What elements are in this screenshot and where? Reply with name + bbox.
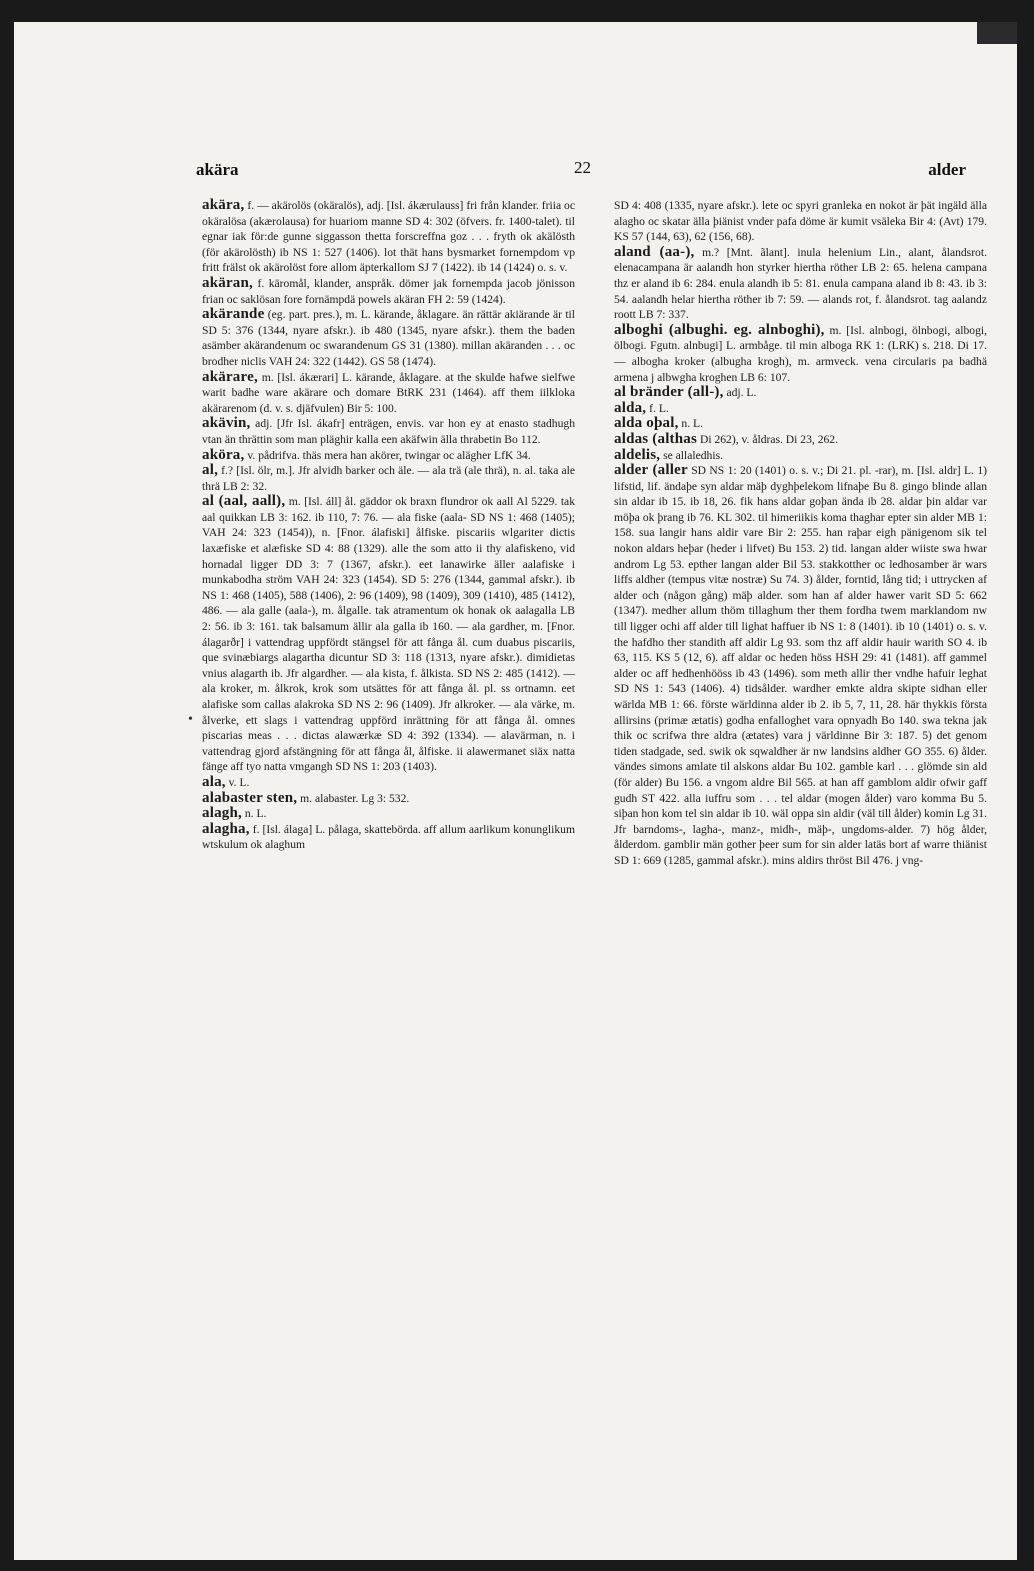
headword: akärare, — [202, 368, 258, 385]
headword: al (aal, aall), — [202, 493, 286, 510]
entry-body: f.? [Isl. ölr, m.]. Jfr alvidh barker och äle. — ala trä (ale thrä), n. al. taka ale thrä LB 2: 32. — [202, 464, 575, 493]
entry-body: SD NS 1: 20 (1401) o. s. v.; Di 21. pl. -rar), m. [Isl. aldr] L. 1) lifstid, lif. ändaþe syn aldar mäþ dyghþelekom lifnaþe Bu 8. gingo blinde allan sin aldar ib 15. ib 18, 26. fik hans aldar goþan ända ib 28. aldar þin aldar var möþa ok þrang ib 76. KL 302. til himeriikis koma thaghar epter sin alder MB 1: 158. sua langir hans aldir vare Bir 2: 255. han raþar eigh pänigenom sik tel nokon aldars heþar (heder i lifvet) Bu 153. 2) tid. langan alder wiiste swa hwar androm Lg 53. epther langan alder Bil 53. stakkotther oc ledhosamber är wars liffs aldher (tempus vitæ nostræ) Su 74. 3) ålder, forntid, lång tid; i uttrycken af alder och (någon gång) mäþ alder. som han af alder hawer varit SD 5: 662 (1347). medher allum thöm tillaghum ther them fordha twem marklandom nw till ligger ochi aff alder till lighat haffuer ib NS 1: 8 (1401). ib 10 (1401) o. s. v. the hafdho ther standith aff aldir Lg 93. som thz aff aldir hauir warith SO 4. ib 63, 115. KS 5 (12, 6). aff aldar oc heden höss HSH 29: 41 (1481). aff gammel alder oc aff hedhenhööss ib 43 (1496). som meth allir ther vndhe hafuir leghat SD NS 1: 543 (1406). 4) tidsålder. wardher emkte aldra skipte sidhan eller wärlda MB 1: 66. förste wärldinna alder ib 2. ib 5, 7, 11, 28. här thykkis första allirsins (primæ ætatis) godha enfalloghet vara opnyadh Bo 140. swa tekna jak thik oc scrifwa thre aldra (ætates) vara j världinne Bir 3: 187. 5) det genom tiden stadgade, sed. swik ok sqwaldher är nw landsins aldher GO 355. 6) ålder. vändes simons amlate til alskons aldar Bu 102. gamble karl . . . glömde sin ald (för alder) Bu 156. a vngom aldre Bil 565. at han aff gamblom aldir ofwir gaff gudh ST 422. alla iuffru som . . . tel aldar (mogen ålder) varo komma Bu 5. siþan hon kom tel sin aldar ib 10. wäl oppa sin aldir (väl till ålder) komin Lg 31. Jfr barndoms-, lagha-, manz-, midh-, mäþ-, ungdoms-alder. 7) hög ålder, ålderdom. gamblir män gother þeer sum for sin alder latäs bort af warre thiänist SD 1: 669 (1285, gammal afskr.). mins aldirs thröst Bil 476. j vng- — [614, 464, 987, 867]
entry-body: m. [Isl. áll] ål. gäddor ok braxn flundror ok aall Al 5229. tak aal quikkan LB 3: 162. ib 110, 7: 76. — ala fiske (aala- SD NS 1: 468 (1405); VAH 24: 323 (1454)), n. [Fnor. álafiski] ålfiske. piscariis wlgariter dictis laxæfiske et alæfiske SD 4: 88 (1329). alle the som atto ii thy alafiskeno, vid hornadal ligger DD 3: 7 (1367, afskr.). eet lanawirke äller aalafiske i munkabodha ström VAH 24: 323 (1454). SD 5: 276 (1344, gammal afskr.). ib NS 1: 468 (1405), 588 (1406), 2: 96 (1409), 98 (1409), 309 (1410), 485 (1412), 486. — ala galle (aala-), m. ålgalle. tak atramentum ok honak ok aalagalla LB 2: 56. ib 3: 161. tak balsamum ällir ala galla ib 160. — ala gardher, m. [Fnor. álagarðr] i vattendrag uppfördt stängsel för att fånga ål. cum duabus piscariis, que svinæbiargs alagartha dicuntur SD 3: 118 (1313, nyare afskr.). dimidietas vnius alagarth ib. Jfr algardher. — ala kista, f. ålkista. SD NS 2: 485 (1412). — ala kroker, m. ålkrok, krok som utsättes för att fånga ål. pl. ss ortnamn. eet alafiske som callas alakroka SD NS 2: 96 (1409). Jfr alkroker. — ala värke, m. ålverke, ett slags i vattendrag uppförd inrättning för att fånga ål. omnes piscarias meas . . . dictas alawærkæ SD 4: 392 (1334). — alavärman, n. i vattendrag gjord afstängning för att fånga ål, ålfiske. ii alawermanet siäx natta fänge aff tyo natta vmgangh SD NS 1: 203 (1403). — [202, 495, 575, 774]
entry — [614, 463, 987, 868]
entry-body: f. [Isl. álaga] L. pålaga, skattebörda. aff allum aarlikum konunglikum wtskulum ok alaghum — [202, 822, 575, 852]
entry — [202, 276, 575, 307]
entry — [202, 775, 575, 791]
entry — [202, 307, 575, 369]
entry — [614, 416, 987, 432]
entry-body: m. alabaster. Lg 3: 532. — [297, 791, 410, 805]
entry — [202, 448, 575, 464]
headword: al bränder (all-), — [614, 384, 724, 401]
entry — [614, 448, 987, 464]
headword: akäran, — [202, 274, 253, 291]
entry-body: m. [Isl. alnbogi, ölnbogi, albogi, ölbogi. Fgutn. alnbugi] L. armbåge. til min alboga RK 1: (LRK) s. 218. Di 17. — albogha kroker (albugha krogh), m. armveck. vena circularis pa badhä armena j albwgha kroghen LB 6: 107. — [614, 323, 988, 384]
entry-body: SD 4: 408 (1335, nyare afskr.). lete oc spyri granleka en nokot är þät ingäld älla alagho oc skatar älla þiänist vnder pafa döme är kumit vsäleka Bir 4: (Avt) 179. KS 57 (144, 63), 62 (156, 68). — [614, 199, 987, 244]
entry — [202, 822, 575, 853]
headword: akära, — [202, 197, 245, 213]
dictionary-page — [14, 22, 1017, 1560]
headword: alagh, — [202, 805, 242, 822]
entry-body: adj. L. — [723, 386, 757, 400]
page-number: 22 — [574, 158, 591, 177]
headword: aland (aa-), — [614, 243, 695, 260]
headword: akärande — [202, 306, 265, 323]
entry — [202, 791, 575, 807]
scan-corner — [977, 22, 1017, 44]
headword: al, — [202, 462, 219, 479]
entry — [202, 494, 575, 775]
headword: alagha, — [202, 820, 250, 837]
headword: alda oþal, — [614, 415, 679, 432]
headword: alder (aller — [614, 462, 688, 479]
headword: ala, — [202, 773, 226, 790]
left-column — [202, 198, 575, 853]
entry-body: se allaledhis. — [660, 448, 723, 462]
entry — [202, 370, 575, 417]
entry-body: f. — akärolös (okäralös), adj. [Isl. ákærulauss] fri från klander. friia oc okäralösa (akærolausa) for huariom manne SD 4: 302 (öfvers. fr. 1400-talet). til egnar iak för:de gunne siggasson thetta forscreffna goz . . . fryth ok akälösth (för akärolösth) ib NS 1: 527 (1406). lot thät hans bysmarket fornempdom vp fritt frälst ok akärolöst fore allom äpterkallom SJ 7 (1422). ib 14 (1424) o. s. v. — [202, 199, 575, 275]
entry — [202, 806, 575, 822]
margin-bullet: • — [188, 712, 193, 727]
entry — [614, 323, 987, 385]
entry-body: n. L. — [241, 807, 267, 821]
header-left-word: akära — [196, 160, 239, 179]
headword: alabaster sten, — [202, 789, 298, 806]
headword: aköra, — [202, 446, 245, 463]
entry — [614, 401, 987, 417]
entry-body: m. [Isl. ákærari] L. kärande, åklagare. at the skulde hafwe sielfwe warit badhe ware akärare och domare BtRK 231 (1464). aff them iilkloka akärarenom (d. v. s. djäfvulen) Bir 5: 100. — [202, 370, 575, 415]
entry-body: v. pådrifva. thäs mera han akörer, twingar oc alägher LfK 34. — [244, 448, 531, 462]
entry — [614, 198, 987, 245]
entry — [614, 245, 987, 323]
right-column — [614, 198, 987, 869]
headword: alda, — [614, 399, 647, 416]
entry — [202, 198, 575, 276]
entry — [202, 463, 575, 494]
entry — [614, 432, 987, 448]
headword: alboghi (albughi. eg. alnboghi), — [614, 321, 825, 338]
entry-body: adj. [Jfr Isl. ákafr] enträgen, envis. var hon ey at enasto stadhugh vtan än thrättin som man pläghir kalla een akäfwin älla thrabetin Bo 112. — [202, 417, 575, 446]
entry — [202, 416, 575, 447]
entry-body: f. käromål, klander, anspråk. dömer jak fornempda jacob jönisson frian oc saklösan fore fornämpdä powels akäran FH 2: 59 (1424). — [202, 276, 575, 306]
running-head — [186, 154, 986, 184]
entry — [614, 385, 987, 401]
entry-body: (eg. part. pres.), m. L. kärande, åklagare. än rättär akiärande är til SD 5: 376 (1344, nyare afskr.). ib 480 (1345, nyare afskr.). them the baden asämber akärandenum oc swarandenum GS 31 (1380). millan akäranden . . . oc brodher niclis VAH 24: 322 (1442). GS 58 (1474). — [202, 308, 575, 368]
entry-body: m.? [Mnt. ãlant]. inula helenium Lin., alant, ålandsrot. elenacampana är aalandh hon styrker hiertha röther LB 2: 65. helena campana thz er aland ib 6: 284. enula alandh ib 5: 81. enula campana aland ib 8: 43. ib 3: 54. aalandh helar hiertha röther ib 7: 59. — alands rot, f. ålandsrot. tag aalandz roott LB 7: 337. — [614, 245, 987, 322]
entry-body: f. L. — [646, 401, 669, 415]
headword: akävin, — [202, 415, 251, 432]
entry-body: Di 262), v. åldras. Di 23, 262. — [697, 432, 838, 446]
entry-body: v. L. — [225, 775, 250, 789]
headword: aldas (althas — [614, 430, 698, 447]
header-right-word: alder — [928, 160, 966, 179]
headword: aldelis, — [614, 446, 661, 463]
entry-body: n. L. — [678, 417, 704, 431]
